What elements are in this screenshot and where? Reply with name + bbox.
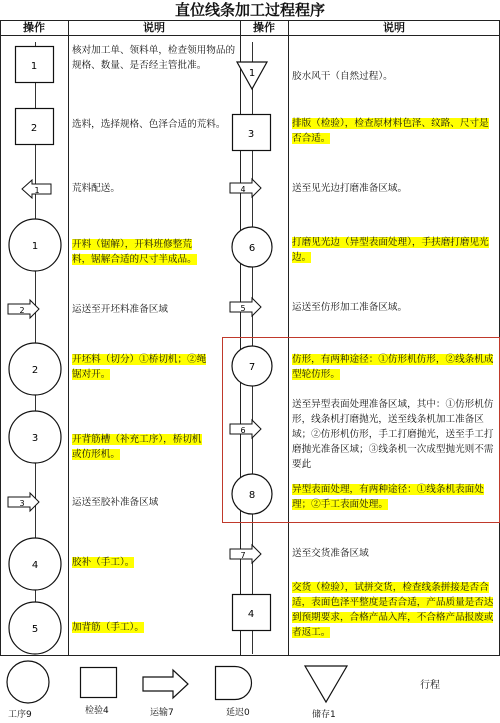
header-desc-right: 说明	[383, 21, 405, 34]
step-description: 荒料配送。	[72, 183, 120, 194]
transport-arrow-icon	[230, 420, 262, 438]
svg-text:1: 1	[31, 241, 39, 252]
svg-text:5: 5	[31, 624, 39, 635]
step-description: 运送至胶补准备区域	[72, 497, 159, 508]
step-description: 核对加工单、领料单，检查领用物品的规格、数量、是否经主管批准。	[72, 45, 236, 71]
svg-text:3: 3	[31, 433, 39, 444]
svg-text:3: 3	[247, 129, 255, 140]
grid-line	[0, 35, 500, 36]
inspection-square-icon	[232, 594, 272, 632]
grid-line	[0, 20, 1, 655]
svg-text:7: 7	[248, 362, 256, 373]
shape-label: 1	[30, 61, 38, 72]
svg-text:2: 2	[31, 365, 39, 376]
legend-label: 工序9	[8, 710, 32, 720]
process-circle-icon	[231, 345, 273, 387]
svg-text:4: 4	[240, 185, 246, 194]
step-description: 加背筋（手工）。	[72, 622, 144, 633]
header-op-left: 操作	[23, 21, 45, 34]
svg-text:5: 5	[240, 304, 246, 313]
process-circle-icon	[8, 218, 62, 272]
process-circle-icon	[231, 473, 273, 515]
legend-delay-icon	[215, 666, 255, 700]
process-circle-icon	[8, 601, 62, 655]
transport-arrow-icon	[8, 493, 40, 511]
transport-arrow-icon	[230, 545, 262, 563]
header-desc-left: 说明	[143, 21, 165, 34]
transport-arrow-icon	[8, 300, 40, 318]
legend-label: 检验4	[85, 706, 109, 716]
legend-label: 延迟0	[226, 708, 250, 718]
step-description: 打磨见光边（异型表面处理），手扶磨打磨见光边。	[292, 237, 489, 263]
svg-text:1: 1	[34, 186, 40, 195]
step-description: 送至见光边打磨准备区域。	[292, 183, 408, 194]
svg-text:6: 6	[240, 426, 246, 435]
grid-line	[0, 655, 500, 656]
step-description: 开料（锯解），开料班修整荒料，锯解合适的尺寸半成品。	[72, 239, 197, 265]
legend-transport-arrow-icon	[143, 670, 189, 698]
inspection-square-icon	[232, 114, 272, 152]
legend-inspection-square-icon	[80, 667, 118, 699]
svg-text:2: 2	[30, 123, 38, 134]
svg-text:3: 3	[19, 499, 25, 508]
transport-arrow-icon	[22, 180, 52, 198]
storage-triangle-icon	[237, 62, 267, 90]
process-circle-icon	[8, 342, 62, 396]
svg-text:7: 7	[240, 551, 246, 560]
grid-line	[68, 20, 69, 655]
grid-line	[0, 20, 500, 21]
step-description: 异型表面处理，有两种途径：①线条机表面处理；②手工表面处理。	[292, 484, 484, 510]
step-description: 选料，选择规格、色泽合适的荒料。	[72, 119, 226, 130]
header-op-right: 操作	[253, 21, 275, 34]
page-title: 直位线条加工过程程序	[174, 1, 325, 19]
step-description: 排版（检验），检查原材料色泽、纹路、尺寸是否合适。	[292, 118, 489, 144]
legend-label: 运输7	[150, 708, 174, 718]
svg-text:2: 2	[19, 306, 25, 315]
step-description: 送至异型表面处理准备区域，其中：①仿形机仿形，线条机打磨抛光，送至线条机加工准备区域；②仿形机仿形，手工打磨抛光，送至手工打磨抛光准备区域；③线条机一次成型抛光则不需要此	[292, 399, 494, 470]
svg-text:4: 4	[247, 609, 255, 620]
inspection-square-icon	[15, 108, 55, 146]
legend-process-circle-icon	[5, 660, 51, 704]
step-description: 开背筋槽（补充工序），桥切机或仿形机。	[72, 434, 202, 460]
step-description: 运送至开坯料准备区域	[72, 304, 168, 315]
legend-label: 储存1	[312, 710, 336, 720]
legend-storage-triangle-icon	[305, 666, 347, 702]
process-circle-icon	[8, 410, 62, 464]
svg-text:6: 6	[248, 243, 256, 254]
transport-arrow-icon	[230, 179, 262, 197]
step-description: 开坯料（切分）①桥切机；②绳锯对开。	[72, 354, 207, 380]
step-description: 运送至仿形加工准备区域。	[292, 302, 408, 313]
step-description: 仿形，有两种途径：①仿形机仿形，②线条机成型轮仿形。	[292, 354, 494, 380]
transport-arrow-icon	[230, 298, 262, 316]
step-description: 胶补（手工）。	[72, 557, 135, 568]
process-circle-icon	[8, 537, 62, 591]
inspection-square-icon	[15, 46, 55, 84]
svg-text:1: 1	[248, 68, 256, 79]
svg-text:8: 8	[248, 490, 256, 501]
step-description: 送至交货准备区域	[292, 548, 369, 559]
svg-text:4: 4	[31, 560, 39, 571]
step-description: 胶水风干（自然过程）。	[292, 71, 393, 82]
process-circle-icon	[231, 226, 273, 268]
legend-note: 行程	[420, 680, 440, 691]
step-description: 交货（检验），试拼交货，检查线条拼接是否合适，表面色泽平整度是否合适，产品质量是否达到预期要求，合格产品入库，不合格产品报废或者返工。	[292, 582, 494, 638]
